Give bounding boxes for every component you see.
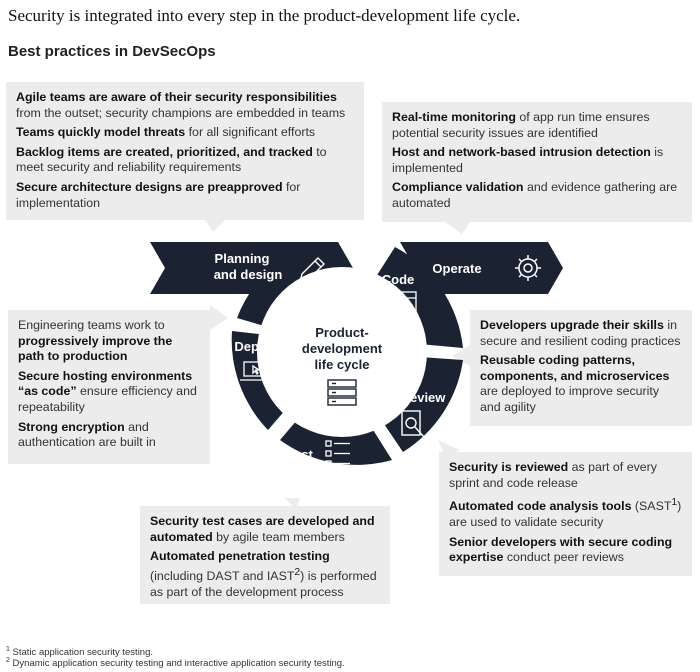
page-subtitle: Best practices in DevSecOps <box>8 43 216 60</box>
operate-item: Host and network-based intrusion detection is implemented <box>392 145 664 175</box>
operate-callout-pointer <box>445 222 470 234</box>
planning-item: Agile teams are aware of their security responsibilities from the outset; security champions are embedded in teams <box>16 90 346 120</box>
code-item: Reusable coding patterns, components, and microservices are deployed to improve security and agility <box>480 353 670 414</box>
planning-item: Secure architecture designs are preapproved for implementation <box>16 179 301 210</box>
deploy-callout-pointer <box>210 305 228 330</box>
code-callout <box>470 310 692 426</box>
center-line-3: life cycle <box>314 357 370 372</box>
deploy-item: Secure hosting environments “as code” ensure efficiency and repeatability <box>18 368 197 414</box>
operate-item: Compliance validation and evidence gathering are automated <box>392 180 678 210</box>
planning-item: Teams quickly model threats for all significant efforts <box>16 125 316 140</box>
planning-item: Backlog items are created, prioritized, and tracked to meet security and reliability requirements <box>16 144 327 175</box>
review-item: Security is reviewed as part of every sprint and code release <box>449 460 657 490</box>
planning-callout-pointer <box>205 220 225 232</box>
footnote-2: $^2$ Dynamic application security testing and interactive application security testing. <box>6 657 345 670</box>
deploy-item: Strong encryption and authentication are built in <box>18 419 156 450</box>
planning-callout <box>6 82 364 220</box>
review-item: Automated code analysis tools (SAST$^1$) are used to validate security <box>449 497 682 529</box>
review-item: Senior developers with secure coding expertise conduct peer reviews <box>449 534 673 565</box>
page-title: Security is integrated into every step in the product-development life cycle. <box>8 6 521 25</box>
operate-item: Real-time monitoring of app run time ensures potential security issues are identified <box>392 110 650 140</box>
center-line-2: development <box>301 341 383 356</box>
deploy-item: Engineering teams work to progressively improve the path to production <box>18 318 173 364</box>
test-item: Automated penetration testing (including DAST and IAST$^2$) is performed as part of the development process <box>150 549 377 599</box>
code-item: Developers upgrade their skills in secure and resilient coding practices <box>480 318 681 348</box>
code-label: Code <box>381 272 415 287</box>
review-callout <box>439 452 692 576</box>
operate-callout <box>382 102 692 222</box>
deploy-label: Deploy <box>234 339 278 354</box>
planning-label-2: and design <box>213 267 283 282</box>
planning-label-1: Planning <box>214 251 270 266</box>
test-label: Test <box>287 447 313 462</box>
center-line-1: Product- <box>315 325 369 340</box>
operate-label: Operate <box>432 261 482 276</box>
review-label: Review <box>400 390 446 405</box>
footnote-1: $^1$ Static application security testing. <box>6 646 154 659</box>
test-item: Security test cases are developed and automated by agile team members <box>150 514 375 544</box>
deploy-callout <box>8 310 210 464</box>
test-callout <box>140 506 390 604</box>
